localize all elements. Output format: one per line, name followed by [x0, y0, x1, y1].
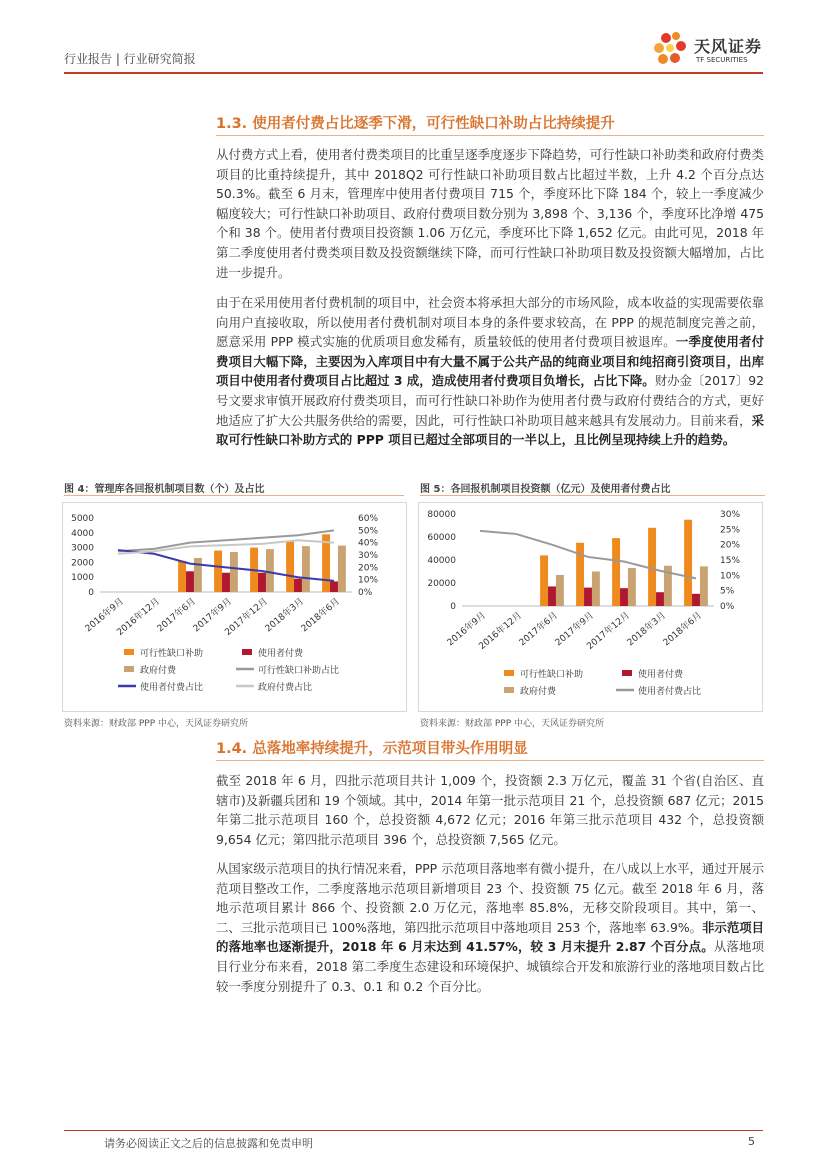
fig5-rule [420, 495, 765, 496]
x-tick-label: 2018年6月 [299, 596, 342, 635]
y-tick-label: 3000 [71, 543, 94, 554]
legend-label: 可行性缺口补助 [520, 670, 584, 680]
report-header: 行业报告 | 行业研究简报 [64, 52, 196, 66]
bar-政府付费 [194, 558, 202, 592]
chart-frame [419, 503, 763, 712]
y2-tick-label: 10% [720, 571, 741, 582]
x-tick-label: 2017年9月 [191, 596, 234, 635]
legend-label: 政府付费占比 [258, 683, 313, 693]
legend-label: 使用者付费 [638, 670, 684, 680]
x-tick-label: 2017年6月 [517, 610, 560, 649]
x-tick-label: 2018年3月 [263, 596, 306, 635]
section-14-paragraph-2 [216, 859, 764, 996]
y2-tick-label: 20% [358, 563, 379, 574]
legend-swatch [504, 670, 514, 676]
y2-tick-label: 10% [358, 575, 379, 586]
p2-bold-d: 采取可行性缺口补助方式的 PPP 项目已超过全部项目的一半以上，且比例呈现持续上升的趋势。 [216, 412, 764, 448]
y-tick-label: 2000 [71, 558, 94, 569]
fig4-source: 资料来源：财政部 PPP 中心，天风证券研究所 [64, 719, 249, 729]
y-tick-label: 20000 [427, 579, 456, 589]
bar-政府付费 [628, 568, 636, 606]
bar-政府付费 [302, 546, 310, 592]
section-14-rule [216, 760, 764, 761]
legend-label: 使用者付费占比 [140, 683, 204, 693]
section-13-rule [216, 135, 764, 136]
bar-使用者付费 [656, 592, 664, 606]
y2-tick-label: 5% [720, 586, 735, 597]
fig4-title: 图 4：管理库各回报机制项目数（个）及占比 [64, 484, 265, 495]
legend-label: 可行性缺口补助占比 [258, 666, 340, 676]
fig5-source: 资料来源：财政部 PPP 中心，天风证券研究所 [420, 719, 605, 729]
footer-rule [64, 1130, 763, 1131]
x-tick-label: 2018年3月 [625, 610, 668, 649]
y-tick-label: 4000 [71, 528, 94, 539]
bar-使用者付费 [258, 573, 266, 592]
bar-使用者付费 [620, 588, 628, 606]
y2-tick-label: 30% [358, 551, 379, 561]
legend-label: 使用者付费占比 [638, 687, 702, 697]
page-number: 5 [748, 1135, 755, 1148]
bar-可行性缺口补助 [540, 555, 548, 606]
bar-使用者付费 [222, 573, 230, 592]
bar-使用者付费 [548, 586, 556, 606]
bar-使用者付费 [294, 579, 302, 592]
s14-text-c: 从落地项目行业分布来看，2018 第二季度生态建设和环境保护、城镇综合开发和旅游行业的落地项目数占比较一季度分别提升了 0.3、0.1 和 0.2 个百分比。 [216, 939, 764, 994]
bar-使用者付费 [186, 571, 194, 592]
bar-可行性缺口补助 [612, 538, 620, 606]
legend-swatch [622, 670, 632, 676]
footer-disclaimer: 请务必阅读正文之后的信息披露和免责申明 [104, 1137, 313, 1150]
flower-logo-icon [650, 28, 692, 72]
x-tick-label: 2016年12月 [115, 596, 162, 638]
bar-使用者付费 [584, 588, 592, 606]
y-tick-label: 0 [88, 588, 94, 598]
x-tick-label: 2017年12月 [585, 610, 632, 652]
y-tick-label: 40000 [427, 556, 456, 566]
bar-可行性缺口补助 [648, 528, 656, 606]
bar-政府付费 [556, 575, 564, 606]
legend-swatch [124, 666, 134, 672]
y-tick-label: 0 [450, 602, 456, 612]
y2-tick-label: 25% [720, 525, 741, 536]
bar-可行性缺口补助 [178, 561, 186, 592]
logo-name: 天风证券 [694, 37, 763, 56]
section-13-paragraph-2 [216, 293, 764, 450]
x-tick-label: 2016年9月 [83, 596, 126, 635]
legend-swatch [242, 649, 252, 655]
p2-text-c: 财办金〔2017〕92 号文要求审慎开展政府付费类项目，而可行性缺口补助作为使用者付费与政府付费结合的方式，更好地适应了扩大公共服务供给的需要，因此，可行性缺口补助项目越来越具有发展动力。目前来看， [216, 373, 765, 428]
y2-tick-label: 30% [720, 510, 741, 520]
bar-使用者付费 [692, 594, 700, 606]
bar-政府付费 [230, 552, 238, 592]
bar-政府付费 [592, 572, 600, 607]
x-tick-label: 2016年9月 [445, 610, 488, 649]
y-tick-label: 60000 [427, 533, 456, 543]
bar-使用者付费 [330, 581, 338, 592]
s14-bold-b: 非示范项目的落地率也逐渐提升，2018 年 6 月末达到 41.57%，较 3 月末提升 2.87 个百分点。 [216, 919, 764, 955]
y2-tick-label: 0% [720, 602, 735, 612]
x-tick-label: 2017年6月 [155, 596, 198, 635]
y2-tick-label: 15% [720, 556, 741, 566]
legend-label: 政府付费 [520, 687, 557, 697]
y-tick-label: 80000 [427, 510, 456, 520]
bar-可行性缺口补助 [214, 551, 222, 592]
p2-bold-b: 一季度使用者付费项目大幅下降，主要因为入库项目中有大量不属于公共产品的纯商业项目和纯招商引资项目，出库项目中使用者付费项目占比超过 3 成，造成使用者付费项目负增长，占比下降。 [216, 334, 765, 389]
legend-label: 政府付费 [140, 666, 177, 676]
x-tick-label: 2017年9月 [553, 610, 596, 649]
s14-text-a: 从国家级示范项目的执行情况来看，PPP 示范项目落地率有微小提升，在八成以上水平，通过开展示范项目整改工作，二季度落地示范项目新增项目 23 个、投资额 75 亿元。截至 2018 年 6 月，落地示范项目累计 866 个、投资额 2.0 万亿元，落地率 85.8%，无移交阶段项目。其中，第一、二、三批示范项目已 100%落地，第四批示范项目中落地项目 253 个，落地率 63.9%。 [216, 861, 764, 935]
section-13-title: 1.3. 使用者付费占比逐季下滑，可行性缺口补助占比持续提升 [216, 116, 615, 132]
y-tick-label: 1000 [71, 573, 94, 584]
fig5-title: 图 5：各回报机制项目投资额（亿元）及使用者付费占比 [420, 484, 671, 495]
legend-label: 可行性缺口补助 [140, 649, 204, 659]
y2-tick-label: 50% [358, 526, 379, 537]
section-14-title: 1.4. 总落地率持续提升，示范项目带头作用明显 [216, 741, 528, 757]
bar-政府付费 [700, 566, 708, 606]
legend-swatch [504, 687, 514, 693]
y2-tick-label: 60% [358, 514, 379, 524]
legend-swatch [124, 649, 134, 655]
bar-政府付费 [338, 546, 346, 592]
x-tick-label: 2018年6月 [661, 610, 704, 649]
y-tick-label: 5000 [71, 514, 94, 524]
y2-tick-label: 40% [358, 538, 379, 549]
bar-政府付费 [266, 549, 274, 592]
bar-可行性缺口补助 [684, 520, 692, 606]
y2-tick-label: 20% [720, 540, 741, 551]
fig5-chart [418, 502, 763, 712]
section-13-paragraph-1: 从付费方式上看，使用者付费类项目的比重呈逐季度逐步下降趋势，可行性缺口补助类和政府付费类项目的比重持续提升，其中 2018Q2 可行性缺口补助项目数占比超过半数，上升 4.2 个百分点达 50.3%。截至 6 月末，管理库中使用者付费项目 715 个，季度环比下降 184 个，较上一季度减少幅度较大；可行性缺口补助项目、政府付费项目数分别为 3,898 个、3,136 个，季度环比净增 475 个和 38 个。使用者付费项目投资额 1.06 万亿元，季度环比下降 1,652 亿元。由此可见，2018 年第二季度使用者付费类项目数及投资额继续下降，而可行性缺口补助项目数及投资额大幅增加，占比进一步提升。 [216, 147, 764, 280]
y2-tick-label: 0% [358, 588, 373, 598]
fig4-rule [64, 495, 404, 496]
legend-label: 使用者付费 [258, 649, 304, 659]
x-tick-label: 2016年12月 [477, 610, 524, 652]
header-rule [64, 72, 763, 74]
logo-subtitle: TF SECURITIES [696, 56, 748, 64]
section-14-paragraph-1: 截至 2018 年 6 月，四批示范项目共计 1,009 个，投资额 2.3 万亿元，覆盖 31 个省(自治区、直辖市)及新疆兵团和 19 个领域。其中，2014 年第一批示范项目 21 个，总投资额 687 亿元；2015 年第二批示范项目 160 个，总投资额 4,672 亿元；2016 年第三批示范项目 432 个，总投资额 9,654 亿元；第四批示范项目 396 个，总投资额 7,565 亿元。 [216, 773, 764, 847]
bar-可行性缺口补助 [286, 542, 294, 592]
x-tick-label: 2017年12月 [223, 596, 270, 638]
tf-logo [650, 28, 770, 72]
fig4-chart [62, 502, 407, 712]
p2-text-a: 由于在采用使用者付费机制的项目中，社会资本将承担大部分的市场风险，成本收益的实现需要依靠向用户直接收取，所以使用者付费机制对项目本身的条件要求较高，在 PPP 的规范制度完善之前，愿意采用 PPP 模式实施的优质项目愈发稀有，质量较低的使用者付费项目被退库。 [216, 295, 764, 350]
